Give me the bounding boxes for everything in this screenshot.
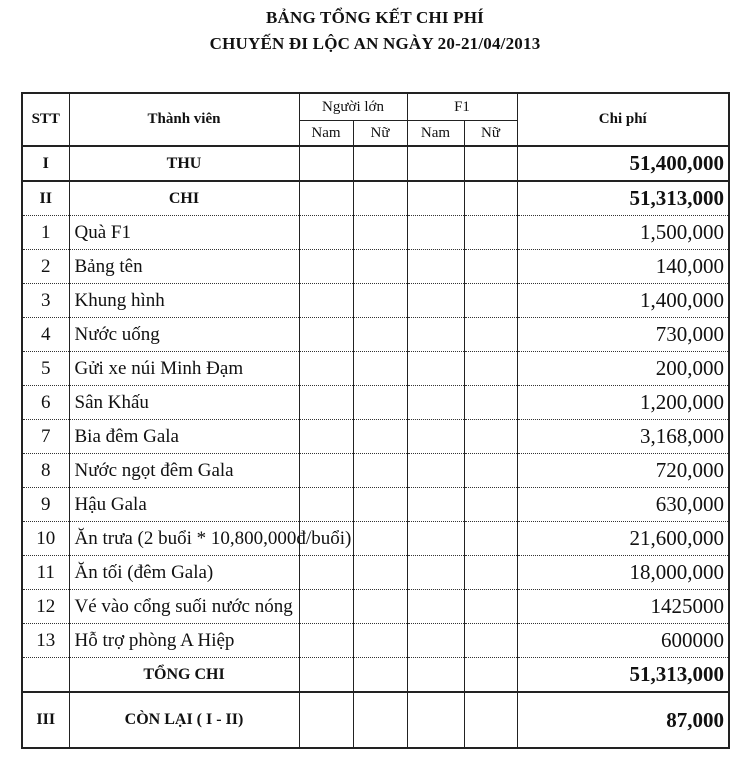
row-stt: 8	[22, 454, 69, 488]
row-stt: 7	[22, 420, 69, 454]
row-label: Ăn tối (đêm Gala)	[69, 556, 299, 590]
row-amount: 21,600,000	[517, 522, 729, 556]
row-amount: 1,400,000	[517, 284, 729, 318]
row-amount: 1,500,000	[517, 216, 729, 250]
row-stt: II	[22, 181, 69, 216]
row-stt: 12	[22, 590, 69, 624]
row-stt: 10	[22, 522, 69, 556]
header-adult: Người lớn	[299, 93, 407, 121]
income-row	[22, 146, 729, 181]
expense-row	[22, 181, 729, 216]
header-f1-female: Nữ	[464, 121, 517, 147]
expense-item-row	[22, 624, 729, 658]
row-amount: 1,200,000	[517, 386, 729, 420]
header-adult-male: Nam	[299, 121, 353, 147]
header-f1-male: Nam	[407, 121, 464, 147]
row-stt: 6	[22, 386, 69, 420]
row-label: CÒN LẠI ( I - II)	[69, 692, 299, 748]
row-label: Bảng tên	[69, 250, 299, 284]
expense-item-row	[22, 318, 729, 352]
header-f1: F1	[407, 93, 517, 121]
expense-item-row	[22, 284, 729, 318]
row-amount: 51,313,000	[517, 658, 729, 693]
expense-item-row	[22, 352, 729, 386]
row-label: Sân Khấu	[69, 386, 299, 420]
row-label: Quà F1	[69, 216, 299, 250]
row-stt: 5	[22, 352, 69, 386]
expense-item-row	[22, 590, 729, 624]
row-amount: 140,000	[517, 250, 729, 284]
row-label: THU	[69, 146, 299, 181]
row-stt: I	[22, 146, 69, 181]
report-subtitle: CHUYẾN ĐI LỘC AN NGÀY 20-21/04/2013	[209, 34, 541, 53]
remaining-row	[22, 692, 729, 748]
row-stt: 13	[22, 624, 69, 658]
report-title: BẢNG TỔNG KẾT CHI PHÍ	[265, 8, 484, 27]
header-adult-female: Nữ	[353, 121, 407, 147]
cost-summary-table	[21, 92, 730, 749]
row-amount: 51,400,000	[517, 146, 729, 181]
header-cost: Chi phí	[517, 93, 729, 146]
row-amount: 87,000	[517, 692, 729, 748]
row-amount: 3,168,000	[517, 420, 729, 454]
total-expense-row	[22, 658, 729, 693]
row-stt: 2	[22, 250, 69, 284]
row-stt: 11	[22, 556, 69, 590]
row-label: Khung hình	[69, 284, 299, 318]
row-stt: 3	[22, 284, 69, 318]
expense-item-row	[22, 386, 729, 420]
expense-item-row	[22, 420, 729, 454]
header-member: Thành viên	[69, 93, 299, 146]
row-label: Hậu Gala	[69, 488, 299, 522]
expense-item-row	[22, 250, 729, 284]
row-stt: 4	[22, 318, 69, 352]
row-amount: 600000	[517, 624, 729, 658]
row-amount: 18,000,000	[517, 556, 729, 590]
expense-item-row	[22, 522, 729, 556]
row-stt: 1	[22, 216, 69, 250]
row-label: Vé vào cổng suối nước nóng	[69, 590, 299, 624]
expense-item-row	[22, 454, 729, 488]
row-label: Gửi xe núi Minh Đạm	[69, 352, 299, 386]
row-amount: 1425000	[517, 590, 729, 624]
expense-item-row	[22, 556, 729, 590]
row-label: Hỗ trợ phòng A Hiệp	[69, 624, 299, 658]
row-amount: 200,000	[517, 352, 729, 386]
row-stt: III	[22, 692, 69, 748]
row-label: Nước uống	[69, 318, 299, 352]
header-stt: STT	[22, 93, 69, 146]
row-label: Nước ngọt đêm Gala	[69, 454, 299, 488]
row-amount: 51,313,000	[517, 181, 729, 216]
row-label: TỔNG CHI	[69, 658, 299, 693]
row-label: Bia đêm Gala	[69, 420, 299, 454]
row-stt: 9	[22, 488, 69, 522]
expense-item-row	[22, 488, 729, 522]
row-amount: 730,000	[517, 318, 729, 352]
expense-item-row	[22, 216, 729, 250]
row-label: Ăn trưa (2 buổi * 10,800,000đ/buổi)	[69, 522, 299, 556]
row-amount: 720,000	[517, 454, 729, 488]
row-amount: 630,000	[517, 488, 729, 522]
row-label: CHI	[69, 181, 299, 216]
